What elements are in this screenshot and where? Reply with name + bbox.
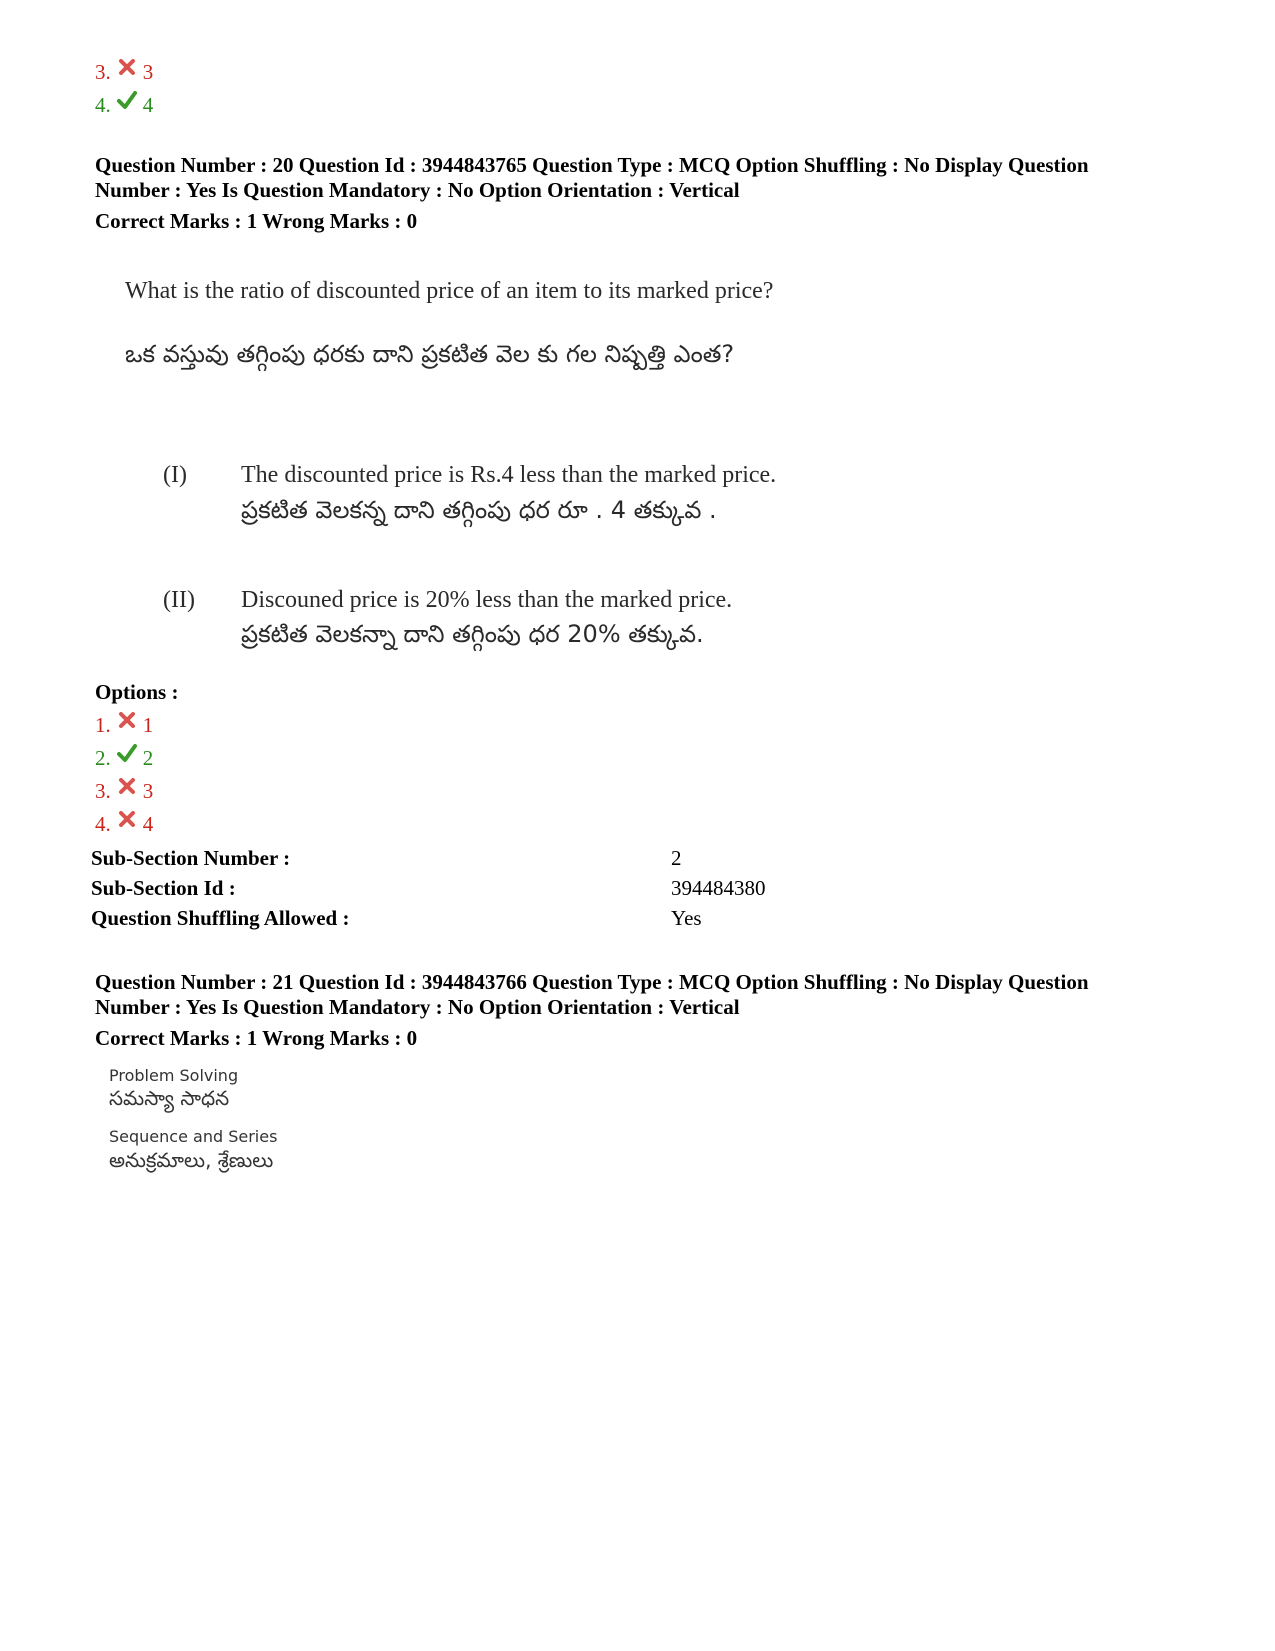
q21-meta: Question Number : 21 Question Id : 3944843766 Question Type : MCQ Option Shuffling : No Display Question Number : Yes Is Question Mandatory : No Option Orientation : Vertical xyxy=(95,970,1089,1019)
subsection-info xyxy=(91,846,766,936)
option-4: 4. 4 xyxy=(95,810,153,838)
option-3: 3. 3 xyxy=(95,58,153,86)
q20-meta: Question Number : 20 Question Id : 3944843765 Question Type : MCQ Option Shuffling : No Display Question Number : Yes Is Question Mandatory : No Option Orientation : Vertical xyxy=(95,153,1089,202)
check-icon xyxy=(117,90,137,110)
q20-options xyxy=(95,711,153,838)
cross-icon xyxy=(117,809,137,829)
option-2: 2. 2 xyxy=(95,744,153,772)
cross-icon xyxy=(117,776,137,796)
cross-icon xyxy=(117,710,137,730)
check-icon xyxy=(117,743,137,763)
previous-options xyxy=(95,58,153,119)
option-4: 4. 4 xyxy=(95,91,153,119)
subsection-number-row: Sub-Section Number : 2 xyxy=(91,846,682,870)
cross-icon xyxy=(117,57,137,77)
q21-topic-te: సమస్యా సాధన xyxy=(109,1086,230,1110)
option-3: 3. 3 xyxy=(95,777,153,805)
statement-1-en: The discounted price is Rs.4 less than the marked price. xyxy=(241,462,777,488)
q20-question-te: ఒక వస్తువు తగ్గింపు ధరకు దాని ప్రకటిత వెల కు గల నిష్పత్తి ఎంత? xyxy=(125,340,735,368)
options-label: Options : xyxy=(95,680,179,704)
q20-question-en: What is the ratio of discounted price of an item to its marked price? xyxy=(125,278,774,304)
statement-2-label: (II) xyxy=(163,587,195,613)
subsection-id-row: Sub-Section Id : 394484380 xyxy=(91,876,766,900)
q21-marks: Correct Marks : 1 Wrong Marks : 0 xyxy=(95,1026,418,1050)
statement-2-te: ప్రకటిత వెలకన్నా దాని తగ్గింపు ధర 20% తక్కువ. xyxy=(241,620,704,648)
statement-1-te: ప్రకటిత వెలకన్న దాని తగ్గింపు ధర రూ . 4 తక్కువ . xyxy=(241,496,717,524)
statement-1-label: (I) xyxy=(163,462,187,488)
q21-topic-en: Problem Solving xyxy=(109,1066,239,1085)
question-shuffling-row: Question Shuffling Allowed : Yes xyxy=(91,906,702,930)
q21-subtopic-en: Sequence and Series xyxy=(109,1127,278,1146)
option-1: 1. 1 xyxy=(95,711,153,739)
q21-subtopic-te: అనుక్రమాలు, శ్రేణులు xyxy=(109,1148,274,1172)
q20-marks: Correct Marks : 1 Wrong Marks : 0 xyxy=(95,209,418,233)
statement-2-en: Discouned price is 20% less than the marked price. xyxy=(241,587,733,613)
